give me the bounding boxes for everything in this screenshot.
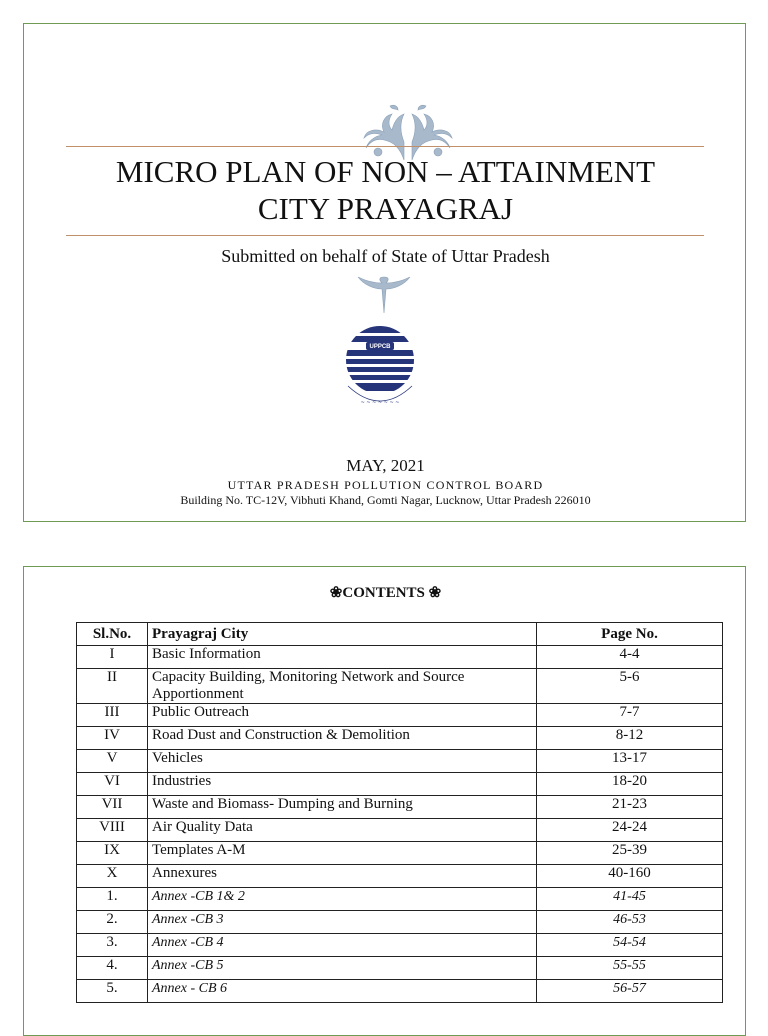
row-title: Public Outreach bbox=[148, 704, 537, 727]
row-sl-no: VI bbox=[77, 773, 148, 796]
page-title-line-1: MICRO PLAN OF NON – ATTAINMENT bbox=[115, 154, 656, 189]
row-title: Air Quality Data bbox=[148, 819, 537, 842]
organization-address: Building No. TC-12V, Vibhuti Khand, Gomti Nagar, Lucknow, Uttar Pradesh 226010 bbox=[180, 493, 591, 507]
table-row bbox=[77, 980, 723, 1003]
row-title: Annex -CB 4 bbox=[148, 934, 537, 957]
row-title: Templates A-M bbox=[148, 842, 537, 865]
row-sl-no: VII bbox=[77, 796, 148, 819]
table-row bbox=[77, 727, 723, 750]
row-sl-no: 3. bbox=[77, 934, 148, 957]
table-row bbox=[77, 934, 723, 957]
table-header-row bbox=[77, 623, 723, 646]
row-title: Capacity Building, Monitoring Network and Source Apportionment bbox=[148, 669, 537, 704]
table-row bbox=[77, 842, 723, 865]
row-title: Annexures bbox=[148, 865, 537, 888]
column-header-city: Prayagraj City bbox=[148, 623, 537, 646]
row-page-no: 7-7 bbox=[537, 704, 723, 727]
row-page-no: 55-55 bbox=[537, 957, 723, 980]
contents-page bbox=[23, 566, 746, 1036]
row-page-no: 24-24 bbox=[537, 819, 723, 842]
bird-ornament-icon bbox=[354, 275, 414, 315]
row-title: Annex -CB 1& 2 bbox=[148, 888, 537, 911]
uppcb-logo-icon bbox=[332, 320, 428, 410]
row-page-no: 4-4 bbox=[537, 646, 723, 669]
table-row bbox=[77, 669, 723, 704]
table-row bbox=[77, 704, 723, 727]
row-page-no: 41-45 bbox=[537, 888, 723, 911]
row-sl-no: 5. bbox=[77, 980, 148, 1003]
row-sl-no: IX bbox=[77, 842, 148, 865]
row-sl-no: V bbox=[77, 750, 148, 773]
row-page-no: 21-23 bbox=[537, 796, 723, 819]
row-title: Industries bbox=[148, 773, 537, 796]
title-rule-top bbox=[66, 146, 704, 147]
row-sl-no: IV bbox=[77, 727, 148, 750]
row-sl-no: 2. bbox=[77, 911, 148, 934]
publication-date: MAY, 2021 bbox=[346, 456, 425, 475]
row-page-no: 13-17 bbox=[537, 750, 723, 773]
row-sl-no: 1. bbox=[77, 888, 148, 911]
row-page-no: 40-160 bbox=[537, 865, 723, 888]
table-row bbox=[77, 888, 723, 911]
table-row bbox=[77, 773, 723, 796]
row-page-no: 25-39 bbox=[537, 842, 723, 865]
fleuron-left-icon: ❀ bbox=[329, 585, 343, 601]
row-sl-no: VIII bbox=[77, 819, 148, 842]
row-title: Annex -CB 5 bbox=[148, 957, 537, 980]
row-title: Annex -CB 3 bbox=[148, 911, 537, 934]
table-row bbox=[77, 911, 723, 934]
contents-heading bbox=[44, 583, 727, 602]
page-title-line-2: CITY PRAYAGRAJ bbox=[257, 191, 514, 226]
contents-table bbox=[76, 622, 723, 1003]
subtitle: Submitted on behalf of State of Uttar Pradesh bbox=[221, 246, 550, 266]
contents-heading-text: CONTENTS bbox=[342, 585, 425, 601]
cover-page bbox=[23, 23, 746, 522]
row-page-no: 5-6 bbox=[537, 669, 723, 704]
row-page-no: 8-12 bbox=[537, 727, 723, 750]
row-title: Waste and Biomass- Dumping and Burning bbox=[148, 796, 537, 819]
table-row bbox=[77, 865, 723, 888]
row-title: Vehicles bbox=[148, 750, 537, 773]
svg-text:~ ~ ~ ~ ~ ~ ~: ~ ~ ~ ~ ~ ~ ~ bbox=[360, 400, 400, 406]
table-row bbox=[77, 819, 723, 842]
row-page-no: 54-54 bbox=[537, 934, 723, 957]
row-title: Road Dust and Construction & Demolition bbox=[148, 727, 537, 750]
row-sl-no: III bbox=[77, 704, 148, 727]
column-header-page-no: Page No. bbox=[537, 623, 723, 646]
table-row bbox=[77, 796, 723, 819]
row-page-no: 56-57 bbox=[537, 980, 723, 1003]
svg-text:UPPCB: UPPCB bbox=[369, 344, 391, 350]
row-title: Annex - CB 6 bbox=[148, 980, 537, 1003]
row-sl-no: II bbox=[77, 669, 148, 704]
table-row bbox=[77, 957, 723, 980]
row-title: Basic Information bbox=[148, 646, 537, 669]
table-row bbox=[77, 646, 723, 669]
fleuron-right-icon: ❀ bbox=[428, 585, 442, 601]
row-sl-no: 4. bbox=[77, 957, 148, 980]
column-header-sl-no: Sl.No. bbox=[77, 623, 148, 646]
row-sl-no: X bbox=[77, 865, 148, 888]
row-page-no: 46-53 bbox=[537, 911, 723, 934]
row-sl-no: I bbox=[77, 646, 148, 669]
organization-name: UTTAR PRADESH POLLUTION CONTROL BOARD bbox=[227, 478, 544, 492]
table-row bbox=[77, 750, 723, 773]
row-page-no: 18-20 bbox=[537, 773, 723, 796]
title-rule-bottom bbox=[66, 235, 704, 236]
